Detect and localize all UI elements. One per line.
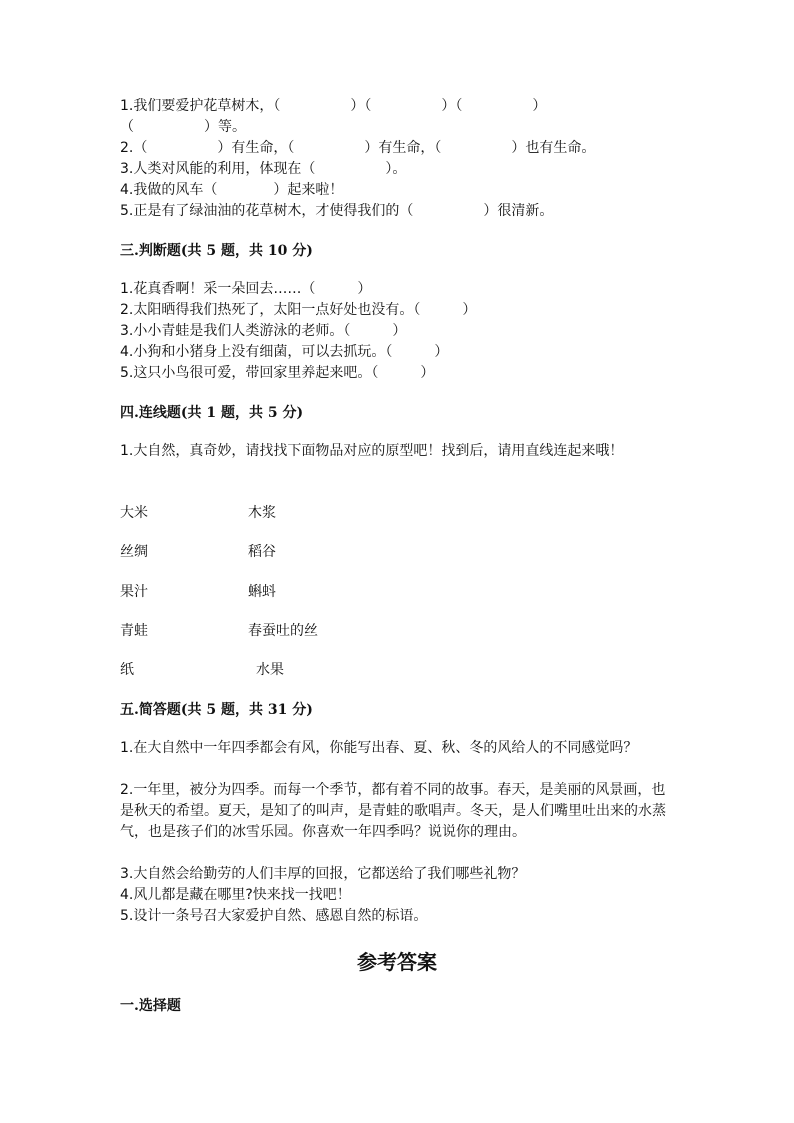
fill-item-4: 4.我做的风车（ ）起来啦！: [120, 182, 344, 198]
fill-item-3: 3.人类对风能的利用，体现在（ ）。: [120, 161, 407, 177]
judge-item-4: 4.小狗和小猪身上没有细菌，可以去抓玩。（ ）: [120, 344, 449, 360]
match-right-4: 春蚕吐的丝: [248, 623, 318, 639]
match-left-3: 果汁: [120, 584, 148, 600]
match-right-2: 稻谷: [248, 544, 276, 560]
short-item-3: 3.大自然会给勤劳的人们丰厚的回报，它都送给了我们哪些礼物？: [120, 866, 526, 882]
short-item-5: 5.设计一条号召大家爱护自然、感恩自然的标语。: [120, 908, 428, 924]
match-prompt: 1.大自然，真奇妙，请找找下面物品对应的原型吧！找到后，请用直线连起来哦！: [120, 443, 624, 459]
short-item-4: 4.风儿都是藏在哪里?快来找一找吧！: [120, 887, 351, 903]
judge-heading: 三.判断题(共 5 题，共 10 分): [120, 243, 313, 259]
short-item-2: 2.一年里，被分为四季。而每一个季节，都有着不同的故事。春天，是美丽的风景画，也是秋天的希望。夏天，是知了的叫声，是青蛙的歌唱声。冬天，是人们嘴里吐出来的水蒸气，也是孩子们的冰雪乐园。你喜欢一年四季吗？说说你的理由。: [120, 782, 666, 840]
fill-item-1: 1.我们要爱护花草树木，（ ）（ ）（ ）: [120, 98, 547, 114]
answers-section-1: 一.选择题: [120, 998, 181, 1014]
match-heading: 四.连线题(共 1 题，共 5 分): [120, 405, 304, 421]
match-right-1: 木浆: [248, 505, 276, 521]
fill-item-2: 2.（ ）有生命，（ ）有生命，（ ）也有生命。: [120, 140, 596, 156]
match-left-5: 纸: [120, 662, 134, 678]
match-left-1: 大米: [120, 505, 148, 521]
fill-item-1-cont: （ ）等。: [120, 119, 246, 135]
match-left-2: 丝绸: [120, 544, 148, 560]
fill-item-5: 5.正是有了绿油油的花草树木，才使得我们的（ ）很清新。: [120, 203, 554, 219]
match-left-4: 青蛙: [120, 623, 148, 639]
judge-item-2: 2.太阳晒得我们热死了，太阳一点好处也没有。（ ）: [120, 302, 477, 318]
match-right-3: 蝌蚪: [248, 584, 276, 600]
match-right-5: 水果: [256, 662, 284, 678]
short-heading: 五.简答题(共 5 题，共 31 分): [120, 702, 313, 718]
answers-title: 参考答案: [357, 950, 437, 974]
judge-item-5: 5.这只小鸟很可爱，带回家里养起来吧。（ ）: [120, 365, 435, 381]
judge-item-3: 3.小小青蛙是我们人类游泳的老师。（ ）: [120, 323, 407, 339]
judge-item-1: 1.花真香啊！采一朵回去……（ ）: [120, 281, 372, 297]
short-item-1: 1.在大自然中一年四季都会有风，你能写出春、夏、秋、冬的风给人的不同感觉吗？: [120, 740, 638, 756]
